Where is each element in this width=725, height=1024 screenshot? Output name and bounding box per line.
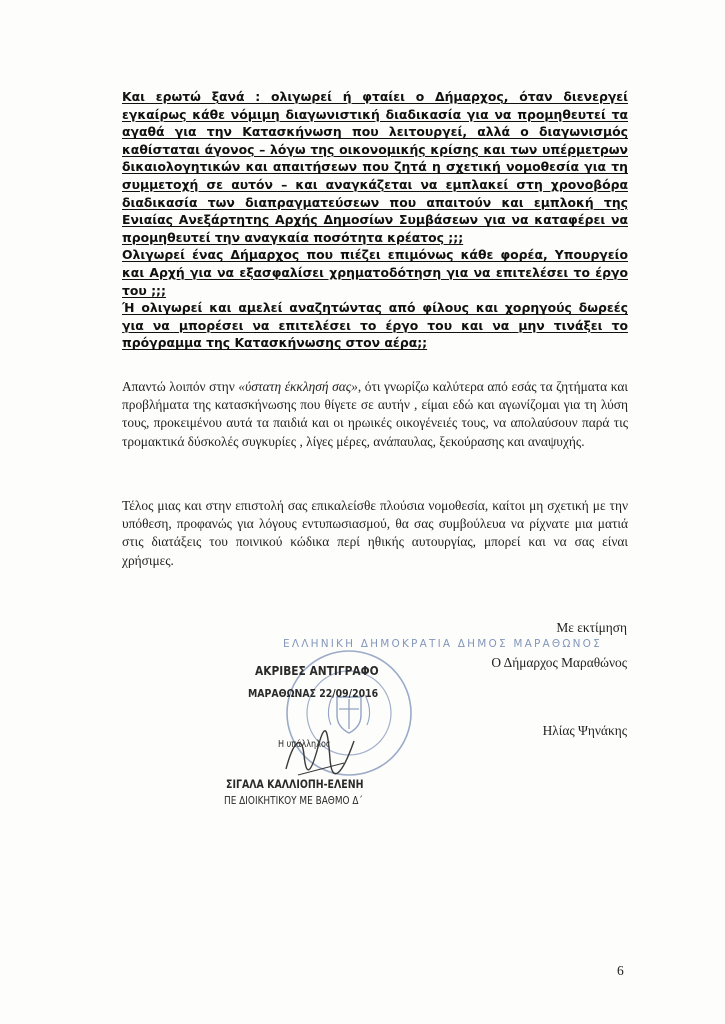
certified-copy-stamp (220, 645, 420, 815)
bold-paragraph-2: Ολιγωρεί ένας Δήμαρχος που πιέζει επιμόνως κάθε φορέα, Υπουργείο και Αρχή για να εξασφαλίσει χρηματοδότηση για να επιτελέσει το έργο του ;;; (122, 247, 628, 298)
response-quote: «ύστατη έκκλησή σας» (238, 379, 358, 394)
signatory-title: Ο Δήμαρχος Μαραθώνος (491, 655, 627, 670)
bold-paragraph-1: Και ερωτώ ξανά : ολιγωρεί ή φταίει ο Δήμαρχος, όταν διενεργεί εγκαίρως κάθε νόμιμη διαγωνιστική διαδικασία για να προμηθευτεί τα αγαθά για την Κατασκήνωση που λειτουργεί, αλλά ο διαγωνισμός καθίσταται άγονος – λόγω της οικονομικής κρίσης και των υπέρμετρων δικαιολογητικών και απαιτήσεων που ζητά η σχετική νομοθεσία για τη συμμετοχή σε αυτόν – και αναγκάζεται να εμπλακεί στη χρονοβόρα διαδικασία των διαπραγματεύσεων που απαιτούν και εμπλοκή της Ενιαίας Ανεξάρτητης Αρχής Δημοσίων Συμβάσεων για να καταφέρει να προμηθευτεί την αναγκαία ποσότητα κρέατος ;;; (122, 89, 628, 245)
signatory-name: Ηλίας Ψηνάκης (542, 723, 627, 738)
stamp-role: Η υπάλληλος (278, 739, 331, 750)
response-text-after: , ότι γνωρίζω καλύτερα από εσάς τα ζητήματα και προβλήματα της κατασκήνωσης που θίγετε σε αυτήν , είμαι εδώ και αγωνίζομαι για τη λύση τους, προκειμένου αυτά τα παιδιά και οι ηρωικές οικογένειές τους, να απολαύσουν παρά τις τρομακτικά δύσκολές συγκυρίες , λίγες μέρες, ανάπαυλας, ξεκούρασης και αναψυχής. (122, 379, 628, 449)
stamp-official-rank: ΠΕ ΔΙΟΙΚΗΤΙΚΟΥ ΜΕ ΒΑΘΜΟ Δ΄ (224, 795, 363, 807)
response-paragraph (122, 378, 628, 451)
final-paragraph (122, 497, 628, 570)
handwritten-signature (280, 725, 360, 785)
closing-regards: Με εκτίμηση (556, 620, 627, 635)
bold-paragraph-3: Ή ολιγωρεί και αμελεί αναζητώντας από φίλους και χορηγούς δωρεές για να μπορέσει να επιτελέσει το έργο του και να μην τινάξει το πρόγραμμα της Κατασκήνωσης στον αέρα;; (122, 300, 628, 351)
response-text-before: Απαντώ λοιπόν στην (122, 379, 239, 394)
page-number: 6 (617, 963, 624, 978)
bold-question-block (122, 88, 628, 352)
stamp-official-name: ΣΙΓΑΛΑ ΚΑΛΛΙΟΠΗ-ΕΛΕΝΗ (226, 777, 364, 791)
certified-copy-label: ΑΚΡΙΒΕΣ ΑΝΤΙΓΡΑΦΟ (255, 663, 379, 678)
stamp-place-date: ΜΑΡΑΘΩΝΑΣ 22/09/2016 (248, 687, 379, 700)
final-paragraph-text: Τέλος μιας και στην επιστολή σας επικαλείσθε πλούσια νομοθεσία, καίτοι μη σχετική με την υπόθεση, προφανώς για λόγους εντυπωσιασμού, θα σας συμβούλευα να ρίχνατε μια ματιά στις διατάξεις του ποινικού κώδικα περί ηθικής αυτουργίας, μπορεί και να σας είναι χρήσιμες. (122, 498, 628, 568)
seal-ring-text: ΕΛΛΗΝΙΚΗ ΔΗΜΟΚΡΑΤΙΑ ΔΗΜΟΣ ΜΑΡΑΘΩΝΟΣ (283, 638, 602, 650)
